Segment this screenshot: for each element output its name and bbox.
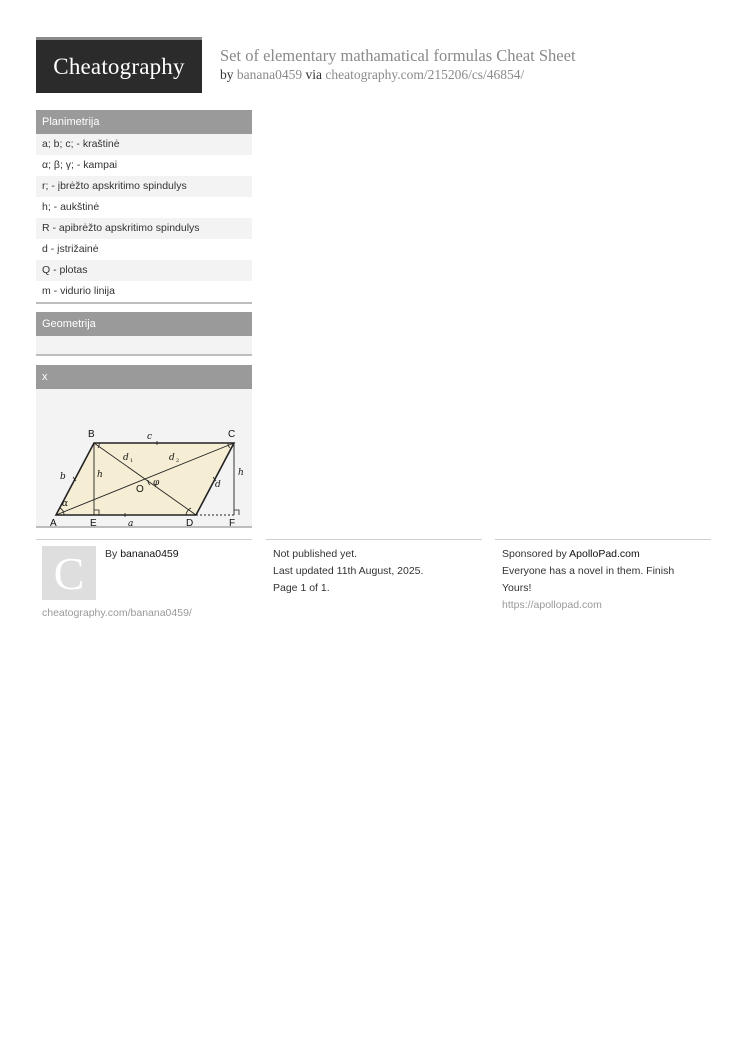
label-diagonal-d2-sub: 2 [176,458,180,464]
section-body [36,336,252,354]
author-link[interactable]: banana0459 [236,67,303,82]
section-divider [36,302,252,304]
avatar[interactable] [42,546,96,600]
footer-divider [495,539,711,540]
label-side-d: d [215,480,221,490]
footer-author-link[interactable]: banana0459 [120,548,179,560]
label-side-b: b [60,472,66,482]
list-item: r; - įbrėžto apskritimo spindulys [36,176,252,197]
page-title: Set of elementary mathamatical formulas Cheat Sheet [220,46,576,65]
label-vertex-d: D [186,518,194,526]
parallelogram-diagram [36,389,252,526]
section-planimetrija [36,110,252,304]
footer-author-url[interactable]: cheatography.com/banana0459/ [42,607,192,619]
label-height-left: h [97,470,103,480]
label-angle-phi: φ [153,478,160,488]
label-diagonal-d1-sub: 1 [130,458,134,464]
footer-author [105,546,179,563]
section-geometrija [36,312,252,356]
by-label: by [220,67,234,82]
sponsor-tagline-1: Everyone has a novel in them. Finish [502,565,675,577]
section-divider [36,526,252,528]
publish-status: Not published yet. [273,548,358,560]
label-point-e: E [90,518,97,526]
list-item: m - vidurio linija [36,281,252,302]
label-point-f: F [229,518,236,526]
sponsor-url-link[interactable]: https://apollopad.com [502,599,602,611]
sponsor-tagline-2: Yours! [502,582,532,594]
label-center-o: O [136,484,144,495]
footer-sponsor [502,546,674,614]
last-updated: Last updated 11th August, 2025. [273,565,424,577]
byline [220,67,524,83]
footer-by-label: By [105,548,118,560]
sponsor-name-link[interactable]: ApolloPad.com [569,548,640,560]
section-header: x [36,365,252,389]
label-angle-alpha: α [62,499,69,509]
list-item: d - įstrižainė [36,239,252,260]
section-divider [36,354,252,356]
sheet-url-link[interactable]: cheatography.com/215206/cs/46854/ [325,67,525,82]
avatar-letter: C [53,547,85,599]
label-vertex-a: A [50,518,57,526]
label-diagonal-d1: d [123,453,129,463]
section-x [36,365,252,528]
label-side-a: a [128,519,134,526]
label-diagonal-d2: d [169,453,175,463]
section-header: Geometrija [36,312,252,336]
section-header: Planimetrija [36,110,252,134]
list-item: Q - plotas [36,260,252,281]
cheatography-logo[interactable] [36,37,202,93]
via-label: via [305,67,322,82]
footer-divider [266,539,482,540]
list-item: h; - aukštinė [36,197,252,218]
footer-status [273,546,423,597]
logo-text: Cheatography [53,53,185,79]
label-side-c: c [147,432,153,442]
footer-divider [36,539,252,540]
list-item: R - apibrėžto apskritimo spindulys [36,218,252,239]
section-body [36,389,252,526]
label-vertex-b: B [88,429,95,440]
list-item: α; β; γ; - kampai [36,155,252,176]
list-item: a; b; c; - kraštinė [36,134,252,155]
sponsor-label: Sponsored by [502,548,567,560]
label-height-right: h [238,468,244,478]
page-count: Page 1 of 1. [273,582,330,594]
right-angle-f [234,510,239,515]
label-vertex-c: C [228,429,236,440]
